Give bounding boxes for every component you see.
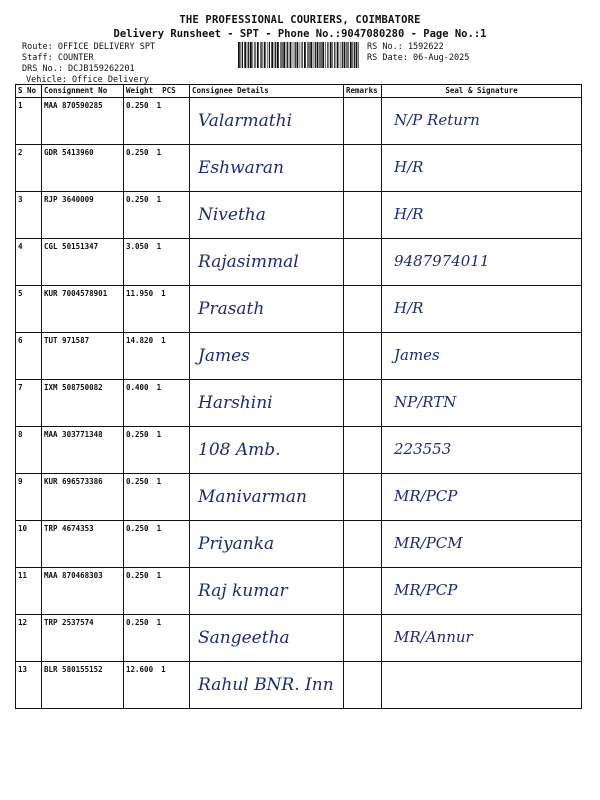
consignee-cell [190,145,344,192]
consignment-cell: CGL 50151347 [42,239,124,286]
pcs-value: 1 [156,477,162,486]
signature-handwriting: H/R [394,299,424,317]
signature-handwriting: NP/RTN [394,393,457,411]
remarks-cell [344,98,382,145]
sno-cell: 2 [16,145,42,192]
pcs-value: 1 [156,195,162,204]
signature-cell [382,427,582,474]
consignment-cell: KUR 696573386 [42,474,124,521]
barcode-bar [257,42,259,68]
barcode-bar [281,42,282,68]
barcode-bar [320,42,321,68]
sno-cell: 3 [16,192,42,239]
consignee-cell [190,333,344,380]
barcode-bar [327,42,328,68]
table-row [16,333,582,380]
weight-pcs-cell [124,568,190,615]
signature-handwriting: MR/Annur [394,628,473,646]
barcode-bar [322,42,324,68]
barcode-bar [346,42,347,68]
weight-value: 0.250 [126,571,149,580]
barcode-bar [260,42,261,68]
table-row [16,521,582,568]
weight-pcs-cell [124,427,190,474]
barcode-bar [238,42,240,68]
barcode-bar [269,42,270,68]
pcs-value: 1 [156,148,162,157]
barcode-bar [297,42,299,68]
barcode-bar [267,42,268,68]
consignee-cell [190,286,344,333]
barcode-bar [241,42,242,68]
weight-value: 0.250 [126,148,149,157]
barcode-bar [307,42,308,68]
barcode-bar [286,42,287,68]
remarks-cell [344,145,382,192]
sno-cell: 7 [16,380,42,427]
weight-pcs-cell [124,521,190,568]
meta-left [22,42,155,86]
barcode-bar [274,42,275,68]
table-row [16,286,582,333]
table-row [16,380,582,427]
weight-pcs-cell [124,662,190,709]
pcs-value: 1 [156,383,162,392]
consignment-cell: MAA 870590285 [42,98,124,145]
barcode-bar [350,42,352,68]
barcode-bar [283,42,285,68]
sno-cell: 12 [16,615,42,662]
barcode-bar [358,42,359,68]
barcode-bar [356,42,358,68]
pcs-value: 1 [161,665,166,674]
rs-number: RS No.: 1592622 [367,42,444,52]
sno-cell: 5 [16,286,42,333]
sno-cell: 13 [16,662,42,709]
consignee-cell [190,662,344,709]
consignment-cell: BLR 580155152 [42,662,124,709]
signature-cell [382,662,582,709]
barcode-bar [280,42,281,68]
pcs-value: 1 [156,242,162,251]
consignment-cell: KUR 7004578901 [42,286,124,333]
col-seal-signature: Seal & Signature [382,85,582,98]
barcode-bar [304,42,306,68]
pcs-value: 1 [156,571,162,580]
barcode-bar [242,42,243,68]
signature-cell [382,145,582,192]
consignee-cell [190,192,344,239]
weight-value: 0.250 [126,524,149,533]
signature-handwriting: N/P Return [394,111,480,129]
sno-cell: 4 [16,239,42,286]
pcs-value: 1 [156,618,162,627]
remarks-cell [344,474,382,521]
weight-value: 14.820 [126,336,154,345]
table-row [16,662,582,709]
barcode-bar [308,42,309,68]
sno-cell: 10 [16,521,42,568]
table-row [16,192,582,239]
signature-handwriting: H/R [394,158,424,176]
rs-date: RS Date: 06-Aug-2025 [367,53,470,63]
remarks-cell [344,568,382,615]
weight-pcs-cell [124,286,190,333]
weight-pcs-cell [124,615,190,662]
barcode-bar [317,42,319,68]
weight-value: 3.050 [126,242,149,251]
remarks-cell [344,427,382,474]
table-row [16,239,582,286]
barcode-bar [293,42,294,68]
weight-value: 0.250 [126,477,149,486]
signature-handwriting: MR/PCP [394,487,458,505]
consignee-handwriting: Rahul BNR. Inn [198,675,334,695]
barcode-bar [295,42,296,68]
consignee-handwriting: Sangeetha [198,628,290,648]
signature-cell [382,333,582,380]
remarks-cell [344,615,382,662]
barcode-bar [354,42,355,68]
signature-cell [382,380,582,427]
remarks-cell [344,286,382,333]
consignee-handwriting: Nivetha [198,205,266,225]
table-header-row [16,85,582,98]
table-row [16,427,582,474]
barcode-bar [352,42,353,68]
table-row [16,615,582,662]
barcode-bar [290,42,292,68]
consignee-cell [190,474,344,521]
consignee-handwriting: Priyanka [198,534,275,554]
signature-cell [382,568,582,615]
signature-handwriting: 9487974011 [394,252,490,270]
consignment-cell: RJP 3640009 [42,192,124,239]
consignment-cell: MAA 870468303 [42,568,124,615]
consignment-cell: TRP 2537574 [42,615,124,662]
consignment-cell: GDR 5413960 [42,145,124,192]
consignee-handwriting: Eshwaran [198,158,284,178]
barcode-bar [332,42,333,68]
consignee-cell [190,98,344,145]
table-row [16,145,582,192]
consignment-cell: IXM 508750082 [42,380,124,427]
signature-handwriting [382,662,581,675]
table-row [16,474,582,521]
table-row [16,98,582,145]
barcode-bar [253,42,254,68]
consignee-handwriting: Prasath [198,299,265,319]
consignee-handwriting: Harshini [198,393,273,413]
barcode-bar [277,42,279,68]
barcode-bar [261,42,262,68]
col-remarks: Remarks [344,85,382,98]
pcs-value: 1 [156,430,162,439]
barcode-bar [247,42,248,68]
signature-handwriting: H/R [394,205,424,223]
remarks-cell [344,662,382,709]
weight-value: 12.600 [126,665,154,674]
weight-value: 0.250 [126,430,149,439]
barcode-bar [244,42,246,68]
signature-cell [382,615,582,662]
barcode-bar [310,42,312,68]
table-row [16,568,582,615]
pcs-value: 1 [156,101,162,110]
remarks-cell [344,380,382,427]
barcode-bar [250,42,252,68]
consignment-cell: MAA 303771348 [42,427,124,474]
remarks-cell [344,239,382,286]
runsheet-table [15,84,582,709]
weight-value: 0.400 [126,383,149,392]
sno-cell: 1 [16,98,42,145]
sno-cell: 6 [16,333,42,380]
pcs-value: 1 [156,524,162,533]
col-consignee: Consignee Details [190,85,344,98]
barcode-bar [300,42,301,68]
consignee-handwriting: Rajasimmal [198,252,299,272]
staff-label: Staff: COUNTER [22,53,94,63]
weight-pcs-cell [124,239,190,286]
sno-cell: 8 [16,427,42,474]
consignee-cell [190,521,344,568]
barcode-bar [248,42,249,68]
barcode-bar [325,42,326,68]
vehicle-label: Vehicle: Office Delivery [26,75,149,85]
barcode-bar [344,42,346,68]
barcode-bar [334,42,335,68]
drs-label: DRS No.: DCJB159262201 [22,64,135,74]
barcode-bar [330,42,332,68]
barcode-bar [302,42,303,68]
consignee-cell [190,568,344,615]
weight-value: 0.250 [126,101,149,110]
signature-handwriting: James [394,346,440,364]
signature-cell [382,239,582,286]
weight-pcs-cell [124,192,190,239]
barcode-bar [271,42,273,68]
remarks-cell [344,333,382,380]
consignee-handwriting: 108 Amb. [198,440,281,460]
consignee-handwriting: Manivarman [198,487,307,507]
sno-cell: 9 [16,474,42,521]
barcode-bar [264,42,266,68]
signature-cell [382,521,582,568]
barcode-image [237,42,362,68]
col-consignment: Consignment No [42,85,124,98]
pcs-value: 1 [161,336,166,345]
barcode-bar [347,42,348,68]
pcs-value: 1 [161,289,166,298]
barcode-bar [287,42,288,68]
col-sno: S No [16,85,42,98]
consignee-cell [190,427,344,474]
barcode-bar [342,42,343,68]
meta-right [367,42,469,64]
col-weight-pcs: Weight PCS [124,85,190,98]
weight-value: 0.250 [126,618,149,627]
barcode-bar [315,42,316,68]
weight-value: 0.250 [126,195,149,204]
signature-cell [382,474,582,521]
consignment-cell: TRP 4674353 [42,521,124,568]
consignee-cell [190,615,344,662]
signature-cell [382,98,582,145]
barcode-bar [340,42,341,68]
route-label: Route: OFFICE DELIVERY SPT [22,42,156,52]
weight-pcs-cell [124,380,190,427]
weight-pcs-cell [124,474,190,521]
remarks-cell [344,521,382,568]
barcode-bar [254,42,255,68]
barcode-bar [337,42,339,68]
barcode-bar [275,42,276,68]
weight-pcs-cell [124,333,190,380]
barcode-bar [319,42,320,68]
signature-cell [382,286,582,333]
signature-handwriting: MR/PCM [394,534,463,552]
signature-handwriting: MR/PCP [394,581,458,599]
consignee-handwriting: James [198,346,250,366]
remarks-cell [344,192,382,239]
weight-value: 11.950 [126,289,154,298]
consignee-cell [190,380,344,427]
signature-handwriting: 223553 [394,440,452,458]
consignee-cell [190,239,344,286]
consignment-cell: TUT 971587 [42,333,124,380]
weight-pcs-cell [124,145,190,192]
consignee-handwriting: Valarmathi [198,111,293,131]
consignee-handwriting: Raj kumar [198,581,288,601]
runsheet-subtitle: Delivery Runsheet - SPT - Phone No.:9047080280 - Page No.:1 [113,28,487,40]
sno-cell: 11 [16,568,42,615]
weight-pcs-cell [124,98,190,145]
barcode-bar [313,42,314,68]
signature-cell [382,192,582,239]
company-title: THE PROFESSIONAL COURIERS, COIMBATORE [179,14,421,26]
